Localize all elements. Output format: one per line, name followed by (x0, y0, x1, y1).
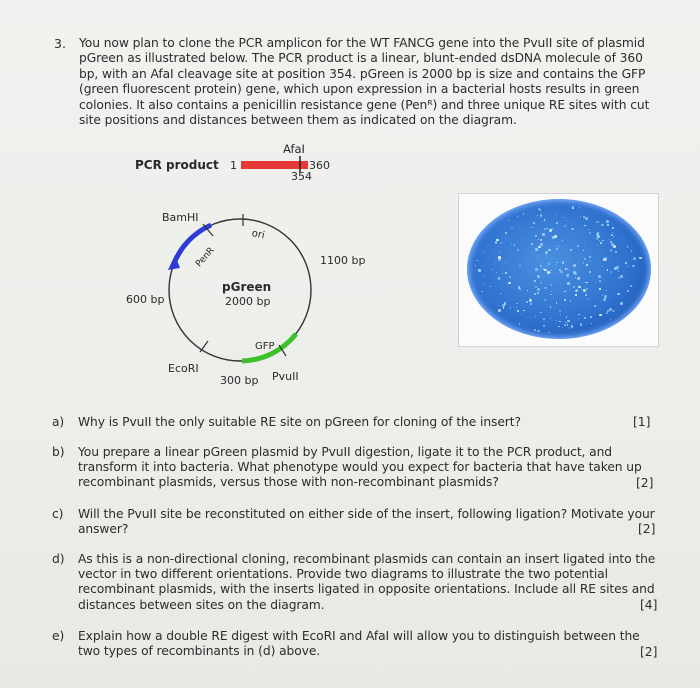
distance-300-label: 300 bp (220, 374, 259, 387)
colony-dot (534, 329, 536, 331)
colony-dot (526, 301, 528, 303)
colony-dot (533, 222, 535, 224)
colony-dot (585, 294, 587, 296)
colony-dot (573, 264, 576, 267)
colony-dot (596, 221, 598, 223)
colony-dot (534, 293, 536, 295)
colony-dot (540, 243, 543, 246)
colony-dot (595, 282, 596, 283)
colony-dot (570, 249, 572, 251)
colony-dot (602, 240, 603, 241)
colony-dot (564, 225, 566, 227)
colony-dot (606, 290, 607, 291)
colony-dot (580, 323, 582, 325)
part-label: a) (52, 415, 65, 429)
colony-dot (548, 263, 550, 265)
colony-dot (508, 220, 509, 221)
colony-dot (496, 272, 497, 273)
colony-dot (509, 276, 511, 278)
colony-dot (607, 224, 608, 225)
penr-label: PenR (194, 245, 217, 270)
colony-dot (586, 288, 588, 290)
colony-dot (535, 316, 536, 317)
colony-dot (531, 243, 533, 245)
colony-dot (602, 294, 603, 295)
colony-dot (610, 271, 612, 273)
colony-dot (625, 262, 626, 263)
part-line: Why is PvuII the only suitable RE site on pGreen for cloning of the insert? (78, 415, 521, 429)
colony-dot (539, 209, 541, 211)
colony-dot (588, 298, 589, 299)
colony-dot (498, 256, 501, 259)
colony-dot (566, 316, 568, 318)
colony-dot (490, 286, 492, 288)
colony-dot (516, 303, 518, 305)
colony-dot (566, 220, 567, 221)
colony-dot (544, 269, 546, 271)
afai-label: AfaI (283, 142, 305, 156)
colony-dot (550, 306, 551, 307)
colony-dot (615, 251, 617, 253)
colony-dot (617, 293, 620, 296)
colony-dot (546, 254, 547, 255)
colony-dot (590, 260, 592, 262)
colony-dot (537, 288, 540, 291)
colony-dot (519, 323, 521, 325)
colony-dot (584, 258, 586, 260)
part-a-marks: [1] (633, 415, 651, 429)
part-label: e) (52, 629, 65, 643)
part-text (78, 552, 673, 613)
colony-dot (518, 286, 520, 288)
colony-dot (586, 282, 588, 284)
colony-dot (598, 275, 601, 278)
colony-dot (570, 300, 572, 302)
colony-dot (495, 262, 496, 263)
colony-dot (544, 287, 546, 289)
colony-dot (535, 248, 538, 251)
intro-line: site positions and distances between them as indicated on the diagram. (79, 113, 517, 128)
colony-dot (595, 305, 597, 307)
colony-dot (503, 307, 505, 309)
colony-dot (498, 305, 499, 306)
colony-dot (612, 310, 615, 313)
colony-dot (508, 282, 511, 285)
colony-dot (567, 324, 569, 326)
colony-dot (492, 269, 493, 270)
colony-dot (589, 256, 590, 257)
colony-dot (529, 299, 532, 302)
colony-dot (599, 280, 601, 282)
part-line: Will the PvuII site be reconstituted on either side of the insert, following ligation? Motivate your (78, 507, 655, 521)
colony-dot (583, 262, 585, 264)
colony-dot (584, 225, 586, 227)
colony-dot (618, 270, 620, 272)
colony-dot (601, 224, 603, 226)
ecori-tick (200, 341, 208, 352)
colony-dot (578, 286, 581, 289)
colony-dot (576, 289, 579, 292)
colony-dot (537, 255, 539, 257)
colony-dot (546, 228, 548, 230)
colony-dot (563, 217, 564, 218)
colony-dot (618, 277, 620, 279)
colony-dot (555, 264, 556, 265)
colony-dot (584, 241, 585, 242)
colony-dot (632, 265, 635, 268)
colony-dot (573, 286, 575, 288)
colony-dot (560, 314, 561, 315)
colony-dot (622, 237, 623, 238)
colony-dot (628, 266, 629, 267)
colony-dot (577, 245, 578, 246)
part-e-marks: [2] (640, 645, 658, 659)
colony-dot (577, 277, 580, 280)
gfp-label: GFP (255, 341, 275, 352)
colony-dot (551, 291, 552, 292)
colony-dot (586, 264, 588, 266)
colony-dot (600, 242, 602, 244)
colony-dot (523, 213, 524, 214)
colony-dot (502, 273, 503, 274)
colony-dot (574, 272, 577, 275)
pvuii-label: PvuII (272, 370, 299, 383)
colony-dot (540, 312, 542, 314)
part-text (78, 507, 673, 537)
pcr-start-label: 1 (230, 159, 237, 172)
colony-dot (499, 252, 500, 253)
colony-dot (588, 229, 589, 230)
colony-dot (599, 240, 600, 241)
colony-dot (531, 227, 532, 228)
colony-dot (534, 280, 536, 282)
colony-dot (578, 318, 579, 319)
colony-dot (606, 220, 609, 223)
part-line: recombinant plasmids, with the inserts ligated in opposite orientations. Include all RE sites and (78, 582, 655, 597)
part-line: two types of recombinants in (d) above. (78, 644, 321, 659)
pcr-end-label: 360 (309, 159, 330, 172)
colony-dot (527, 290, 529, 292)
colony-dot (627, 246, 629, 248)
colony-dot (505, 262, 506, 263)
colony-dot (606, 312, 608, 314)
colony-dot (551, 284, 552, 285)
colony-dot (556, 214, 557, 215)
colony-dot (589, 271, 591, 273)
colony-dot (580, 216, 581, 217)
colony-dot (537, 292, 539, 294)
colony-dot (605, 257, 607, 259)
colony-dot (620, 302, 623, 305)
question-number: 3. (54, 36, 66, 51)
colony-dot (603, 299, 605, 301)
part-text (78, 629, 673, 659)
colony-dot (564, 291, 566, 293)
colony-dot (545, 251, 548, 254)
colony-dot (550, 318, 551, 319)
colony-dot (517, 249, 519, 251)
colony-dot (610, 319, 611, 320)
colony-dot (607, 269, 609, 271)
colony-dot (558, 246, 560, 248)
colony-dot (558, 326, 560, 328)
part-line: distances between sites on the diagram. (78, 597, 325, 612)
colony-dot (559, 321, 560, 322)
colony-dot (599, 288, 601, 290)
colony-dot (481, 291, 482, 292)
colony-dot (538, 239, 539, 240)
colony-dot (562, 327, 563, 328)
colony-dot (611, 243, 614, 246)
colony-dot (478, 269, 480, 271)
colony-dot (505, 237, 506, 238)
colony-dot (610, 249, 613, 252)
colony-dot (630, 285, 632, 287)
part-line: answer? (78, 522, 129, 537)
colony-dot (612, 227, 614, 229)
colony-dot (544, 299, 546, 301)
colony-dot (544, 219, 545, 220)
colony-dot (571, 228, 573, 230)
colony-dot (614, 267, 617, 270)
colony-dot (613, 236, 615, 238)
intro-line: bp, with an AfaI cleavage site at position 354. pGreen is 2000 bp is size and contains the GFP (79, 66, 646, 81)
colony-dot (599, 314, 601, 316)
colony-dot (590, 316, 592, 318)
distance-600-label: 600 bp (126, 293, 165, 306)
colony-dot (542, 221, 543, 222)
colony-dot (577, 217, 579, 219)
part-text (78, 415, 673, 430)
colony-dot (564, 324, 566, 326)
colony-dot (633, 257, 636, 260)
colony-dot (597, 245, 598, 246)
part-line: recombinant plasmids, versus those with non-recombinant plasmids? (78, 475, 499, 490)
colony-dot (602, 266, 603, 267)
colony-dot (540, 214, 542, 216)
part-label: d) (52, 552, 65, 566)
colony-dot (548, 249, 550, 251)
colony-dot (511, 227, 512, 228)
colony-dot (525, 325, 526, 326)
part-line: You prepare a linear pGreen plasmid by PvuII digestion, ligate it to the PCR product, and (78, 445, 613, 459)
colony-dot (596, 237, 598, 239)
colony-dot (585, 282, 586, 283)
part-d-marks: [4] (640, 598, 658, 612)
colony-dot (505, 232, 507, 234)
colony-dot (609, 239, 610, 240)
colony-dot (505, 272, 507, 274)
part-label: b) (52, 445, 65, 459)
afai-position-label: 354 (291, 170, 312, 183)
colony-dot (585, 217, 588, 220)
colony-dot (516, 307, 517, 308)
colony-dot (550, 272, 551, 273)
colony-dot (560, 271, 562, 273)
colony-dot (475, 265, 476, 266)
colony-dot (537, 330, 540, 333)
colony-dot (578, 314, 580, 316)
colony-dot (537, 257, 538, 258)
colony-dot (521, 314, 522, 315)
petri-dish (467, 199, 651, 339)
colony-dot (496, 239, 498, 241)
colony-dot (556, 262, 557, 263)
colony-dot (591, 323, 593, 325)
colony-dot (584, 317, 586, 319)
colony-dot (498, 277, 500, 279)
plasmid-size: 2000 bp (225, 295, 271, 308)
agar-plate-photo (458, 193, 659, 347)
colony-dot (543, 318, 545, 320)
colony-dot (500, 242, 502, 244)
colony-dot (579, 207, 580, 208)
part-label: c) (52, 507, 64, 521)
colony-dot (495, 241, 498, 244)
colony-dot (556, 248, 559, 251)
colony-dot (569, 327, 570, 328)
colony-dot (597, 235, 600, 238)
colony-dot (620, 275, 623, 278)
ori-label: ori (250, 228, 266, 242)
colony-dot (547, 266, 549, 268)
colony-dot (631, 250, 633, 252)
colony-dot (540, 282, 542, 284)
pcr-product-bar (241, 161, 308, 169)
colony-dot (550, 294, 551, 295)
colony-dot (627, 290, 629, 292)
intro-line: You now plan to clone the PCR amplicon for the WT FANCG gene into the PvuII site of plasmid (79, 36, 645, 50)
colony-dot (530, 303, 532, 305)
part-line: Explain how a double RE digest with EcoRI and AfaI will allow you to distinguish between the (78, 629, 640, 643)
colony-dot (583, 250, 584, 251)
colony-dot (551, 270, 552, 271)
colony-dot (543, 325, 545, 327)
colony-dot (511, 243, 512, 244)
colony-dot (583, 289, 586, 292)
colony-dot (571, 325, 573, 327)
colony-dot (581, 289, 582, 290)
colony-dot (514, 244, 516, 246)
colony-dot (548, 332, 550, 334)
colony-dot (500, 293, 502, 295)
colony-dot (537, 275, 540, 278)
colony-dot (589, 232, 591, 234)
colony-dot (537, 215, 538, 216)
colony-dot (510, 307, 512, 309)
colony-dot (556, 302, 558, 304)
colony-dot (559, 310, 561, 312)
ecori-label: EcoRI (168, 362, 199, 375)
colony-dot (551, 228, 552, 229)
bamhi-label: BamHI (162, 211, 199, 224)
colony-dot (483, 252, 484, 253)
colony-dot (535, 268, 538, 271)
part-b-marks: [2] (636, 476, 654, 490)
intro-line: pGreen as illustrated below. The PCR product is a linear, blunt-ended dsDNA molecule of 360 (79, 51, 643, 66)
colony-dot (526, 257, 527, 258)
colony-dot (540, 239, 543, 242)
colony-dot (639, 257, 642, 260)
colony-dot (564, 299, 566, 301)
intro-line: colonies. It also contains a penicillin resistance gene (Penᴿ) and three unique RE sites with cut (79, 97, 650, 112)
colony-dot (556, 222, 558, 224)
colony-dot (535, 235, 537, 237)
distance-1100-label: 1100 bp (320, 254, 366, 267)
colony-dot (569, 269, 570, 270)
part-c-marks: [2] (638, 522, 656, 536)
colony-dot (483, 284, 484, 285)
colony-dot (517, 310, 519, 312)
pcr-product-label: PCR product (135, 158, 219, 172)
colony-dot (567, 282, 570, 285)
part-line: vector in two different orientations. Provide two diagrams to illustrate the two potential (78, 567, 608, 582)
colony-dot (604, 295, 607, 298)
colony-dot (562, 261, 565, 264)
colony-dot (566, 268, 568, 270)
colony-dot (575, 294, 577, 296)
intro-line: (green fluorescent protein) gene, which upon expression in a bacterial hosts results in green (79, 82, 640, 97)
part-line: transform it into bacteria. What phenotype would you expect for bacteria that have taken up (78, 460, 642, 475)
colony-dot (517, 216, 518, 217)
colony-dot (476, 260, 478, 262)
colony-dot (519, 265, 520, 266)
colony-dot (540, 265, 542, 267)
colony-dot (562, 240, 564, 242)
colony-dot (498, 309, 500, 311)
plasmid-name: pGreen (222, 280, 272, 294)
colony-dot (552, 236, 555, 239)
part-text (78, 445, 673, 491)
part-line: As this is a non-directional cloning, recombinant plasmids can contain an insert ligated into the (78, 552, 656, 566)
colony-dot (572, 208, 573, 209)
colony-dot (567, 320, 570, 323)
colony-dot (540, 270, 542, 272)
colony-dot (523, 310, 525, 312)
colony-dot (483, 276, 484, 277)
colony-dot (542, 233, 545, 236)
colony-dot (556, 320, 557, 321)
